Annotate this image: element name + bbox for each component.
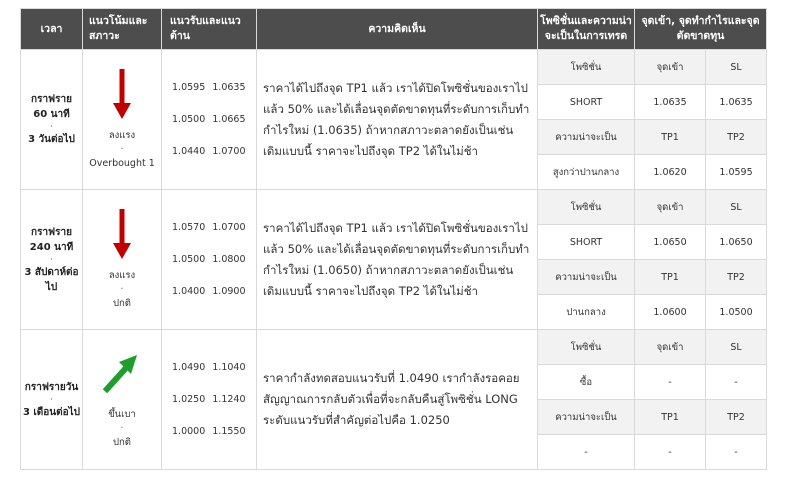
position-value: ซื้อ	[538, 365, 635, 400]
down-arrow-icon	[112, 209, 132, 261]
support-level: 1.0000	[172, 425, 206, 437]
timeframe-label: กราฟรายวัน	[24, 381, 79, 393]
trade-label: ความน่าจะเป็น	[538, 400, 635, 435]
support-level: 1.0500	[172, 113, 206, 125]
trade-label: SL	[706, 50, 767, 85]
trade-label: โพซิชั่น	[538, 190, 635, 225]
levels-cell	[162, 330, 257, 470]
up-right-arrow-icon	[102, 350, 142, 394]
position-value: SHORT	[538, 85, 635, 120]
trade-label: SL	[706, 190, 767, 225]
stop-loss-value: 1.0650	[706, 225, 767, 260]
separator-dot: ·	[50, 394, 53, 405]
trend-cell	[83, 330, 162, 470]
resistance-level: 1.1240	[212, 393, 246, 405]
tp1-value: -	[635, 435, 706, 470]
separator-dot: ·	[120, 143, 124, 155]
resistance-level: 1.0800	[212, 253, 246, 265]
tp2-value: 1.0500	[706, 295, 767, 330]
table-row	[21, 190, 767, 225]
resistance-level: 1.0700	[212, 145, 246, 157]
header-row	[21, 9, 767, 50]
header-time: เวลา	[21, 9, 83, 50]
header-comment: ความคิดเห็น	[257, 9, 538, 50]
header-entry: จุดเข้า, จุดทำกำไรและจุดตัดขาดทุน	[635, 9, 767, 50]
level-row	[172, 212, 256, 244]
entry-value: 1.0635	[635, 85, 706, 120]
probability-value: -	[538, 435, 635, 470]
trend-label: ลงแรง	[108, 269, 136, 281]
probability-value: ปานกลาง	[538, 295, 635, 330]
header-trend: แนวโน้มและสภาวะ	[83, 9, 162, 50]
horizon-label: 3 เดือนต่อไป	[22, 406, 81, 418]
entry-value: 1.0650	[635, 225, 706, 260]
trade-label: ความน่าจะเป็น	[538, 120, 635, 155]
resistance-level: 1.1550	[212, 425, 246, 437]
condition-label: ปกติ	[113, 297, 131, 309]
tp2-value: 1.0595	[706, 155, 767, 190]
comment-cell: ราคากำลังทดสอบแนวรับที่ 1.0490 เรากำลังรอคอยสัญญาณการกลับตัวเพื่อที่จะกลับคืนสู่โพซิชั่น LONG ระดับแนวรับที่สำคัญต่อไปคือ 1.0250	[257, 330, 538, 470]
level-row	[172, 136, 256, 168]
horizon-label: 3 วันต่อไป	[28, 134, 75, 145]
header-levels: แนวรับและแนวต้าน	[162, 9, 257, 50]
probability-value: สูงกว่าปานกลาง	[538, 155, 635, 190]
table-row	[21, 330, 767, 365]
support-level: 1.0570	[172, 221, 206, 233]
support-level: 1.0595	[172, 81, 206, 93]
timeframe-value: 60 นาที	[33, 109, 70, 120]
time-cell	[21, 190, 83, 330]
trade-label: จุดเข้า	[635, 330, 706, 365]
tp2-value: -	[706, 435, 767, 470]
level-row	[172, 104, 256, 136]
resistance-level: 1.0900	[212, 285, 246, 297]
support-level: 1.0500	[172, 253, 206, 265]
levels-cell	[162, 190, 257, 330]
level-row	[172, 244, 256, 276]
stop-loss-value: 1.0635	[706, 85, 767, 120]
trade-label: TP1	[635, 260, 706, 295]
trade-label: SL	[706, 330, 767, 365]
condition-label: ปกติ	[113, 436, 131, 448]
resistance-level: 1.0665	[212, 113, 246, 125]
trade-label: จุดเข้า	[635, 50, 706, 85]
trade-label: โพซิชั่น	[538, 50, 635, 85]
support-level: 1.0440	[172, 145, 206, 157]
trade-label: TP1	[635, 120, 706, 155]
trade-label: TP1	[635, 400, 706, 435]
table-row	[21, 50, 767, 85]
level-row	[172, 352, 256, 384]
comment-cell: ราคาได้ไปถึงจุด TP1 แล้ว เราได้ปิดโพซิชั่นของเราไปแล้ว 50% และได้เลื่อนจุดตัดขาดทุนที่ระดับการเก็บทำกำไรใหม่ (1.0635) ถ้าหากสภาวะตลาดยังเป็นเช่นเดิมแบบนี้ ราคาจะไปถึงจุด TP2 ได้ในไม่ช้า	[257, 50, 538, 190]
support-level: 1.0400	[172, 285, 206, 297]
tp1-value: 1.0620	[635, 155, 706, 190]
trend-cell	[83, 190, 162, 330]
trade-label: โพซิชั่น	[538, 330, 635, 365]
timeframe-value: 240 นาที	[29, 241, 74, 253]
entry-value: -	[635, 365, 706, 400]
level-row	[172, 384, 256, 416]
separator-dot: ·	[120, 422, 124, 434]
level-row	[172, 72, 256, 104]
support-level: 1.0490	[172, 361, 206, 373]
trade-label: TP2	[706, 120, 767, 155]
separator-dot: ·	[50, 122, 53, 132]
level-row	[172, 276, 256, 308]
forecast-table	[20, 8, 767, 470]
tp1-value: 1.0600	[635, 295, 706, 330]
levels-cell	[162, 50, 257, 190]
position-value: SHORT	[538, 225, 635, 260]
header-position: โพซิชั่นและความน่าจะเป็นในการเทรด	[538, 9, 635, 50]
trend-label: ขึ้นเบา	[108, 408, 136, 420]
timeframe-label: กราฟราย	[31, 226, 72, 238]
trade-label: TP2	[706, 260, 767, 295]
timeframe-label: กราฟราย	[31, 94, 72, 105]
separator-dot: ·	[50, 254, 53, 265]
trend-cell	[83, 50, 162, 190]
time-cell	[21, 50, 83, 190]
condition-label: Overbought 1	[89, 157, 155, 169]
horizon-label: 3 สัปดาห์ต่อไป	[24, 266, 79, 293]
resistance-level: 1.1040	[212, 361, 246, 373]
trade-label: TP2	[706, 400, 767, 435]
resistance-level: 1.0635	[212, 81, 246, 93]
trend-label: ลงแรง	[108, 129, 136, 141]
down-arrow-icon	[112, 69, 132, 121]
trade-label: ความน่าจะเป็น	[538, 260, 635, 295]
support-level: 1.0250	[172, 393, 206, 405]
separator-dot: ·	[120, 283, 124, 295]
stop-loss-value: -	[706, 365, 767, 400]
resistance-level: 1.0700	[212, 221, 246, 233]
time-cell	[21, 330, 83, 470]
level-row	[172, 416, 256, 448]
trade-label: จุดเข้า	[635, 190, 706, 225]
comment-cell: ราคาได้ไปถึงจุด TP1 แล้ว เราได้ปิดโพซิชั่นของเราไปแล้ว 50% และได้เลื่อนจุดตัดขาดทุนที่ระดับการเก็บทำกำไรใหม่ (1.0650) ถ้าหากสภาวะตลาดยังเป็นเช่นเดิมแบบนี้ ราคาจะไปถึงจุด TP2 ได้ในไม่ช้า	[257, 190, 538, 330]
